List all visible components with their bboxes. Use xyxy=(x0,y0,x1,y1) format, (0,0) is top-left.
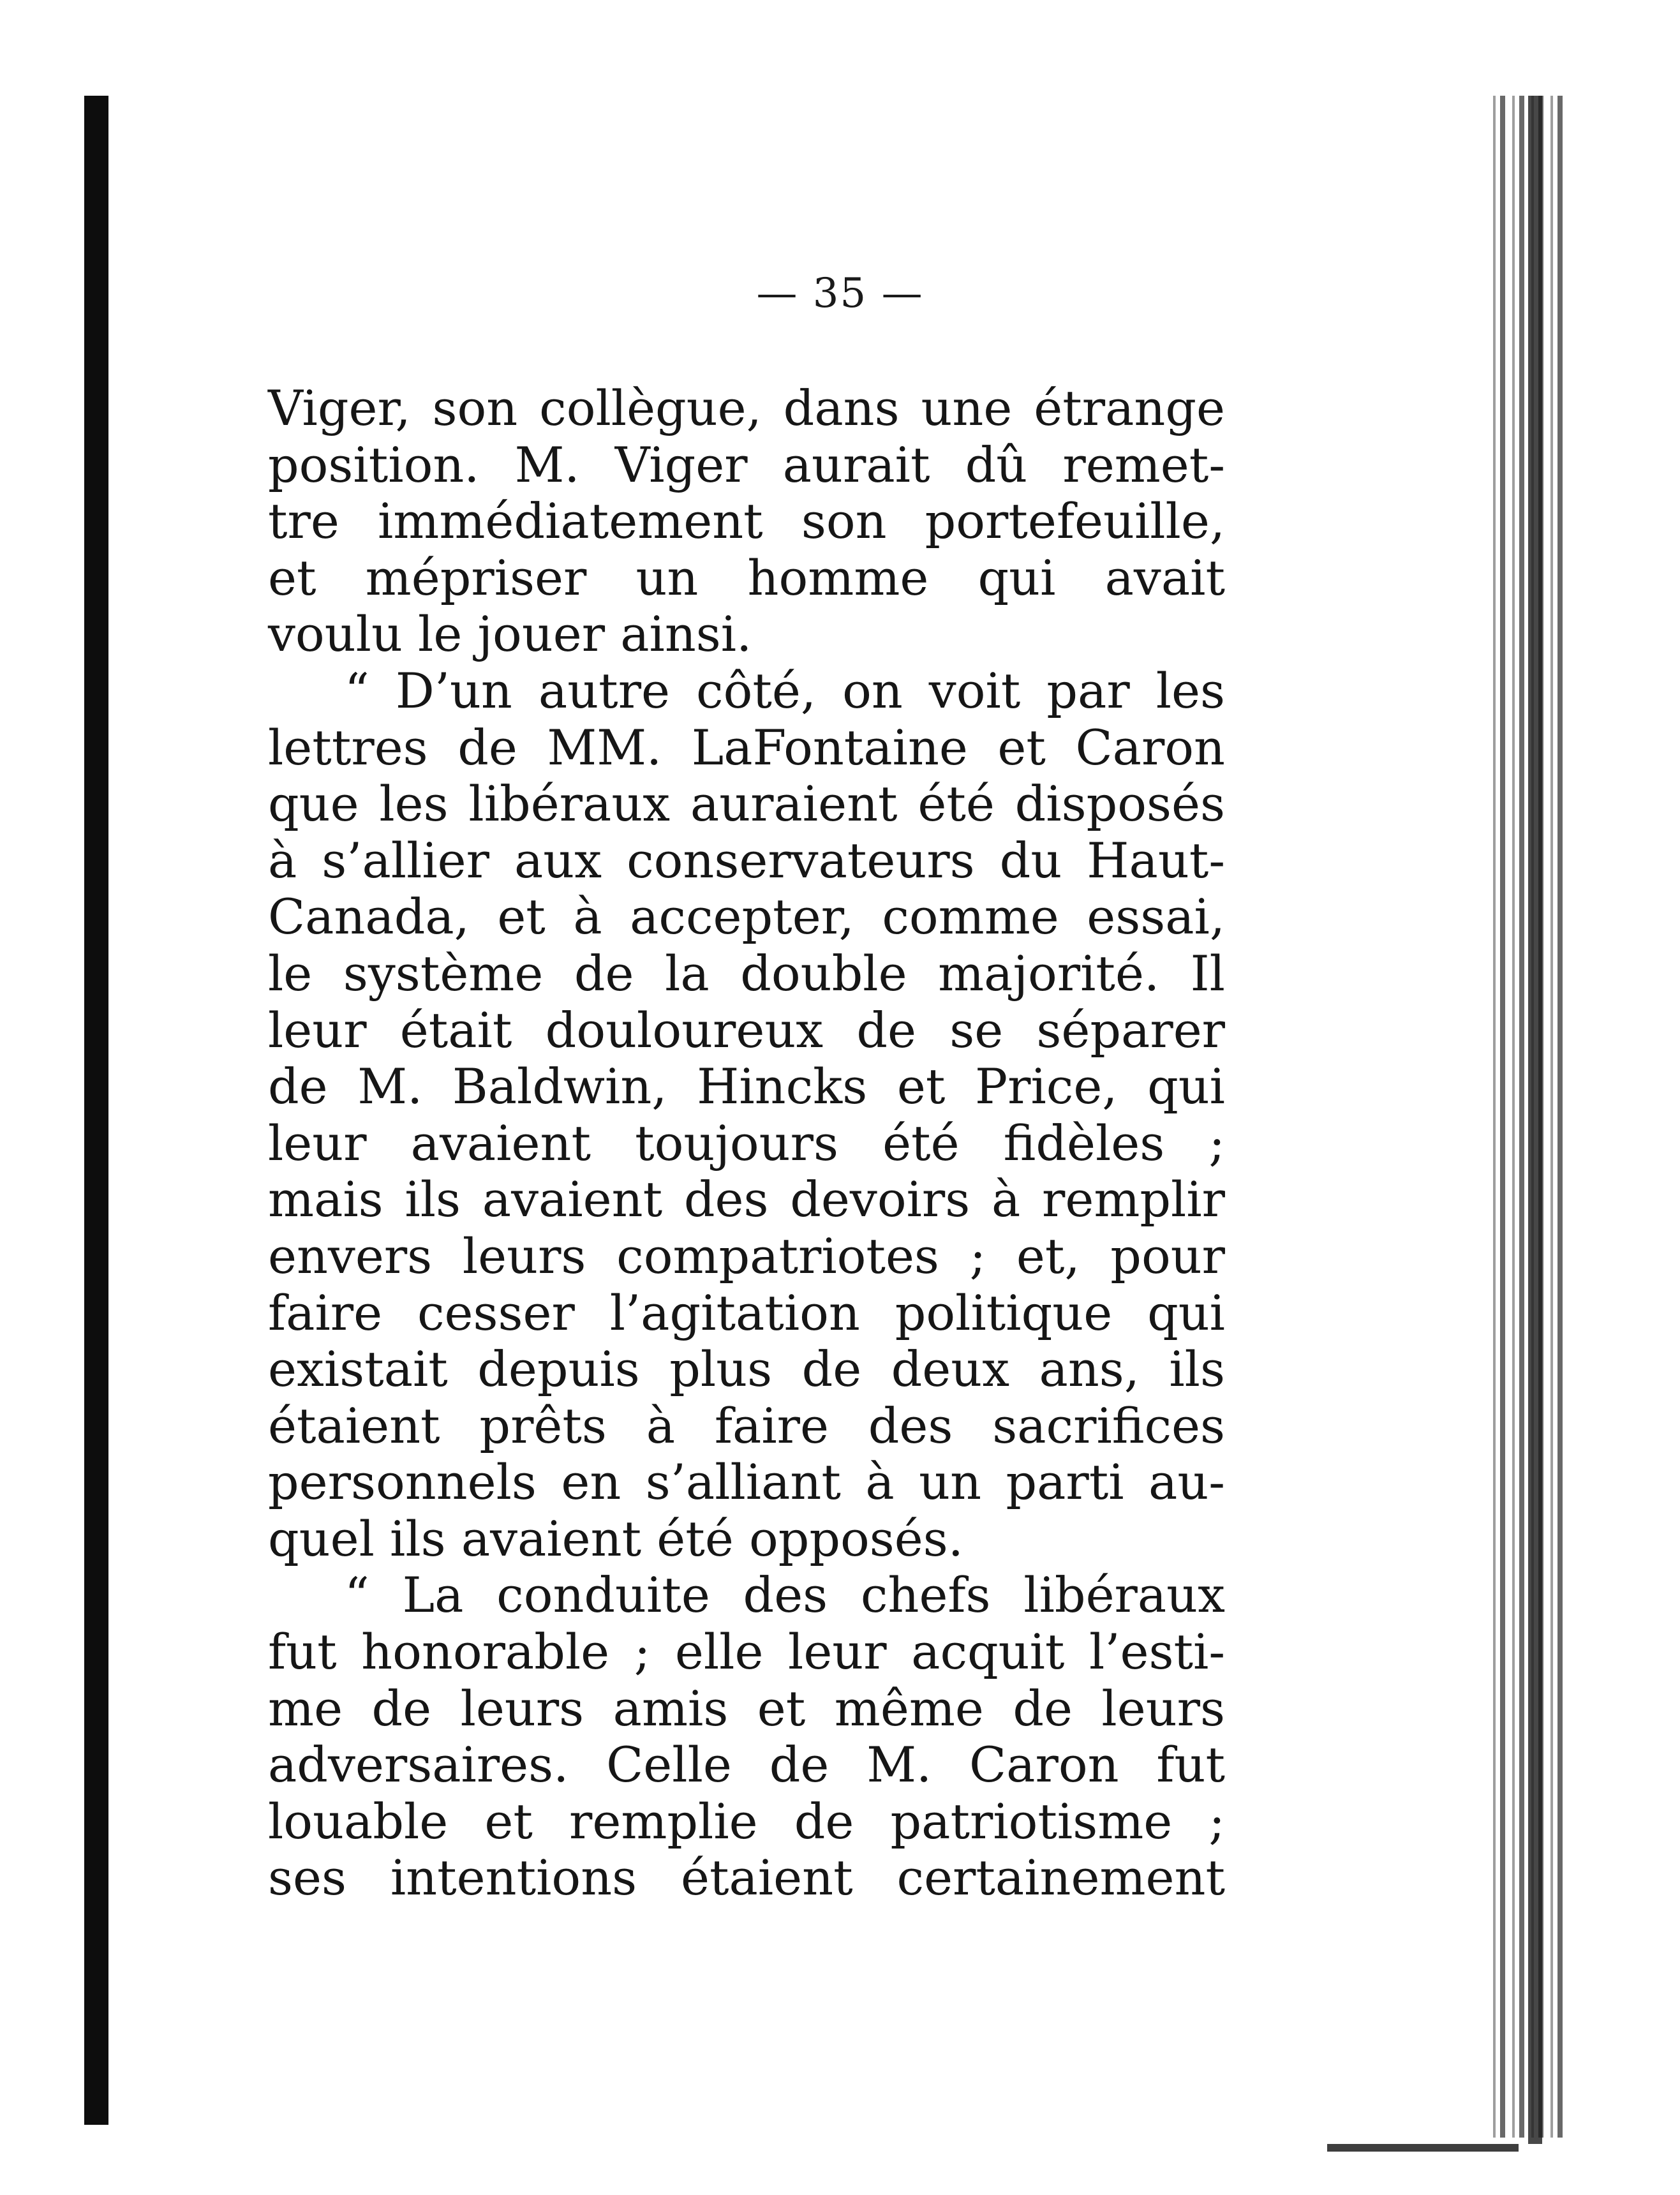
text-line: lettres de MM. LaFontaine et Caron xyxy=(268,718,1225,776)
text-line: voulu le jouer ainsi. xyxy=(268,606,752,663)
scan-smudge xyxy=(1327,2144,1519,2152)
text-line: leur était douloureux de se séparer xyxy=(268,1001,1225,1059)
body-text xyxy=(268,380,1225,1907)
text-line: ses intentions étaient certainement xyxy=(268,1849,1225,1907)
paragraph-start-line: “ La conduite des chefs libéraux xyxy=(345,1566,1225,1624)
text-line: existait depuis plus de deux ans, ils xyxy=(268,1341,1225,1398)
text-line: à s’allier aux conservateurs du Haut- xyxy=(268,831,1225,889)
text-line: de M. Baldwin, Hincks et Price, qui xyxy=(268,1058,1225,1115)
text-line: adversaires. Celle de M. Caron fut xyxy=(268,1736,1225,1794)
binding-edge-shadow xyxy=(84,96,108,2125)
text-line: Canada, et à accepter, comme essai, xyxy=(268,888,1225,946)
text-line: tre immédiatement son portefeuille, xyxy=(268,493,1225,550)
paragraph-start-line: “ D’un autre côté, on voit par les xyxy=(345,662,1225,719)
text-line: quel ils avaient été opposés. xyxy=(268,1510,963,1567)
text-line: envers leurs compatriotes ; et, pour xyxy=(268,1227,1225,1284)
text-line: louable et remplie de patriotisme ; xyxy=(268,1792,1225,1850)
text-line: que les libéraux auraient été disposés xyxy=(268,775,1225,833)
text-line: faire cesser l’agitation politique qui xyxy=(268,1284,1225,1341)
text-line: position. M. Viger aurait dû remet- xyxy=(268,436,1225,493)
text-line: mais ils avaient des devoirs à remplir xyxy=(268,1171,1225,1228)
text-line: et mépriser un homme qui avait xyxy=(268,549,1225,606)
text-line: me de leurs amis et même de leurs xyxy=(268,1679,1225,1737)
page-edge-line xyxy=(1528,96,1542,2144)
text-line: le système de la double majorité. Il xyxy=(268,944,1225,1002)
page-number: — 35 — xyxy=(756,270,924,317)
text-line: Viger, son collègue, dans une étrange xyxy=(268,380,1225,436)
text-line: fut honorable ; elle leur acquit l’esti- xyxy=(268,1623,1225,1681)
text-line: personnels en s’alliant à un parti au- xyxy=(268,1454,1225,1511)
text-line: étaient prêts à faire des sacrifices xyxy=(268,1397,1225,1454)
text-line: leur avaient toujours été fidèles ; xyxy=(268,1114,1225,1172)
